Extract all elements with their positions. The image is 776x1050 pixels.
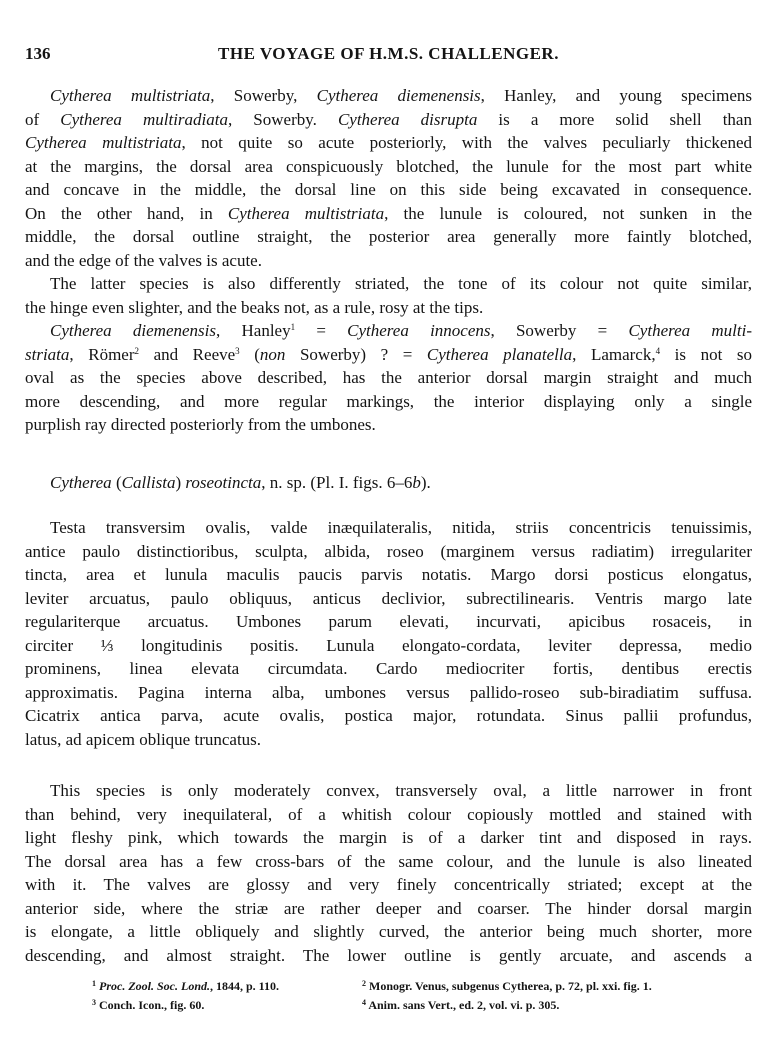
text: ). <box>420 472 431 492</box>
text: , Sowerby, <box>210 86 317 105</box>
italic-text: Cytherea <box>50 472 112 492</box>
text: Conch. Icon., fig. 60. <box>99 998 205 1012</box>
footnote <box>362 998 752 1013</box>
footnote-mark: 1 <box>92 979 96 988</box>
text: The latter species is also differently striated, the tone of its colour not quite similar, <box>50 274 752 293</box>
text: Sowerby) ? = <box>285 344 427 364</box>
text-line <box>25 850 752 874</box>
text: more descending, and more regular markings, the interior displaying only a single <box>25 391 752 411</box>
text-line <box>25 202 752 226</box>
italic-text: Cytherea innocens <box>347 321 491 340</box>
text: with it. The valves are glossy and very finely concentrically striated; except at the <box>25 875 752 894</box>
text: The dorsal area has a few cross-bars of the same colour, and the lunule is also lineated <box>25 851 752 871</box>
text: Cicatrix antica parva, acute ovalis, postica major, rotundata. Sinus pallii profundus, <box>25 706 752 725</box>
text-line <box>25 920 752 944</box>
species-heading <box>25 471 752 495</box>
italic-text: Cytherea multiradiata <box>60 109 228 129</box>
latin-description <box>25 516 752 751</box>
text-line <box>25 779 752 803</box>
text: approximatis. Pagina interna alba, umbones versus pallido-roseo sub-biradiatim suffusa. <box>25 682 752 702</box>
footnote-reference[interactable]: 4 <box>655 345 661 356</box>
text-line <box>25 225 752 249</box>
paragraph-cytherea-comparison <box>25 84 752 272</box>
text: , not quite so acute posteriorly, with the valves peculiarly thickened <box>181 133 752 152</box>
italic-text: roseotincta <box>185 472 262 492</box>
text: prominens, linea elevata circumdata. Cardo mediocriter fortis, dentibus erectis <box>25 659 752 678</box>
text-line <box>25 272 752 296</box>
text-line <box>25 826 752 850</box>
footnote-reference[interactable]: 2 <box>134 345 139 356</box>
text: is elongate, a little obliquely and slightly curved, the anterior being much shorter, more <box>25 922 752 941</box>
italic-text: Cytherea planatella <box>426 344 573 364</box>
text: On the other hand, in <box>25 203 228 223</box>
text: is not so <box>660 344 752 364</box>
text: descending, and almost straight. The lower outline is gently arcuate, and ascends a <box>25 945 752 965</box>
text: , Lamarck, <box>572 344 656 364</box>
text-line <box>25 84 752 108</box>
text: , Römer <box>69 344 135 364</box>
text-line <box>25 634 752 658</box>
text: Anim. sans Vert., ed. 2, vol. vi. p. 305. <box>368 998 560 1012</box>
text-line <box>25 897 752 921</box>
footnote-reference[interactable]: 1 <box>290 322 296 332</box>
footnote-reference[interactable]: 3 <box>235 345 240 356</box>
text-line <box>25 681 752 705</box>
text: the hinge even slighter, and the beaks not, as a rule, rosy at the tips. <box>25 297 484 317</box>
text-line <box>25 516 752 540</box>
footnote <box>92 979 362 994</box>
text-line <box>25 704 752 728</box>
text: , Hanley <box>216 321 291 340</box>
text: This species is only moderately convex, transversely oval, a little narrower in front <box>50 781 752 800</box>
text-line <box>25 657 752 681</box>
italic-text: Cytherea disrupta <box>337 109 478 129</box>
text: than behind, very inequilateral, of a whitish colour copiously mottled and stained with <box>25 804 752 824</box>
text: middle, the dorsal outline straight, the posterior area generally more faintly blotched, <box>25 227 752 246</box>
text-line <box>25 610 752 634</box>
text: anterior side, where the striæ are rather deeper and coarser. The hinder dorsal margin <box>25 898 752 918</box>
italic-text: Cytherea multistriata <box>227 203 385 223</box>
text: latus, ad apicem oblique truncatus. <box>25 729 262 749</box>
text: , Hanley, and young specimens <box>480 86 752 105</box>
page-body <box>25 84 752 1013</box>
text: , n. sp. (Pl. I. figs. 6–6 <box>261 472 413 492</box>
text-line <box>25 178 752 202</box>
text-line <box>25 155 752 179</box>
text: ( <box>239 344 260 364</box>
text: circiter ⅓ longitudinis positis. Lunula elongato-cordata, leviter depressa, medio <box>25 635 752 655</box>
italic-text: Cytherea diemenensis <box>50 321 217 340</box>
text-line <box>25 131 752 155</box>
text: and concave in the middle, the dorsal line on this side being excavated in consequence. <box>25 180 752 199</box>
italic-text: Cytherea diemenensis <box>316 86 481 105</box>
footnote-mark: 2 <box>362 979 366 988</box>
text-line <box>25 390 752 414</box>
text-line <box>25 728 752 752</box>
italic-text: non <box>259 344 286 364</box>
text: at the margins, the dorsal area conspicuously blotched, the lunule for the most part white <box>25 156 752 176</box>
text-line <box>25 540 752 564</box>
page-number: 136 <box>25 44 51 63</box>
text-line <box>25 873 752 897</box>
english-description <box>25 779 752 967</box>
text: leviter arcuatus, paulo obliquus, anticus declivior, subrectilinearis. Ventris margo late <box>25 588 752 608</box>
text: antice paulo distinctioribus, sculpta, albida, roseo (marginem versus radiatim) irregulariter <box>25 541 752 561</box>
text: of <box>25 109 61 129</box>
text-line <box>25 944 752 968</box>
text: ) <box>175 472 186 492</box>
text-line <box>25 413 752 437</box>
text: regulariterque arcuatus. Umbones parum elevati, incurvati, apicibus rosaceis, in <box>25 612 752 631</box>
italic-text: striata <box>25 344 70 364</box>
text-line <box>25 296 752 320</box>
text-line <box>25 319 752 343</box>
italic-text: Callista <box>121 472 176 492</box>
text: and Reeve <box>139 344 236 364</box>
text: and the edge of the valves is acute. <box>25 250 262 270</box>
text: , the lunule is coloured, not sunken in the <box>384 203 753 223</box>
text-line <box>25 249 752 273</box>
italic-text: Cytherea multi- <box>628 321 752 340</box>
text-line <box>25 366 752 390</box>
page-header <box>25 44 752 66</box>
text: = <box>295 321 348 340</box>
text: ( <box>111 472 122 492</box>
text: Testa transversim ovalis, valde inæquilateralis, nitida, striis concentricis tenuissimis, <box>50 518 752 537</box>
paragraph-latter-species <box>25 272 752 319</box>
text-line <box>25 343 752 367</box>
footnote-mark: 4 <box>362 998 366 1007</box>
italic-text: Cytherea multistriata <box>50 86 211 105</box>
text: oval as the species above described, has the anterior dorsal margin straight and much <box>25 368 752 387</box>
paragraph-diemenensis <box>25 319 752 437</box>
text: purplish ray directed posteriorly from the umbones. <box>25 415 376 434</box>
italic-text: Cytherea multistriata <box>25 133 182 152</box>
footnote <box>92 998 362 1013</box>
text: Monogr. Venus, subgenus Cytherea, p. 72, pl. xxi. fig. 1. <box>369 979 652 993</box>
text: is a more solid shell than <box>477 109 752 129</box>
italic-text: b <box>412 472 421 492</box>
text-line <box>25 563 752 587</box>
text: , 1844, p. 110. <box>210 979 280 993</box>
footnote-mark: 3 <box>92 998 96 1007</box>
running-title: THE VOYAGE OF H.M.S. CHALLENGER. <box>218 44 559 63</box>
text-line <box>25 108 752 132</box>
text: , Sowerby. <box>227 109 338 129</box>
text-line <box>25 471 752 495</box>
text-line <box>25 587 752 611</box>
text: light fleshy pink, which towards the margin is of a darker tint and disposed in rays. <box>25 828 752 847</box>
text-line <box>25 803 752 827</box>
footnotes <box>25 979 752 1013</box>
footnote <box>362 979 752 994</box>
italic-text: Proc. Zool. Soc. Lond. <box>99 979 210 993</box>
text: tincta, area et lunula maculis paucis parvis notatis. Margo dorsi posticus elongatus, <box>25 565 752 584</box>
text: , Sowerby = <box>490 321 629 340</box>
